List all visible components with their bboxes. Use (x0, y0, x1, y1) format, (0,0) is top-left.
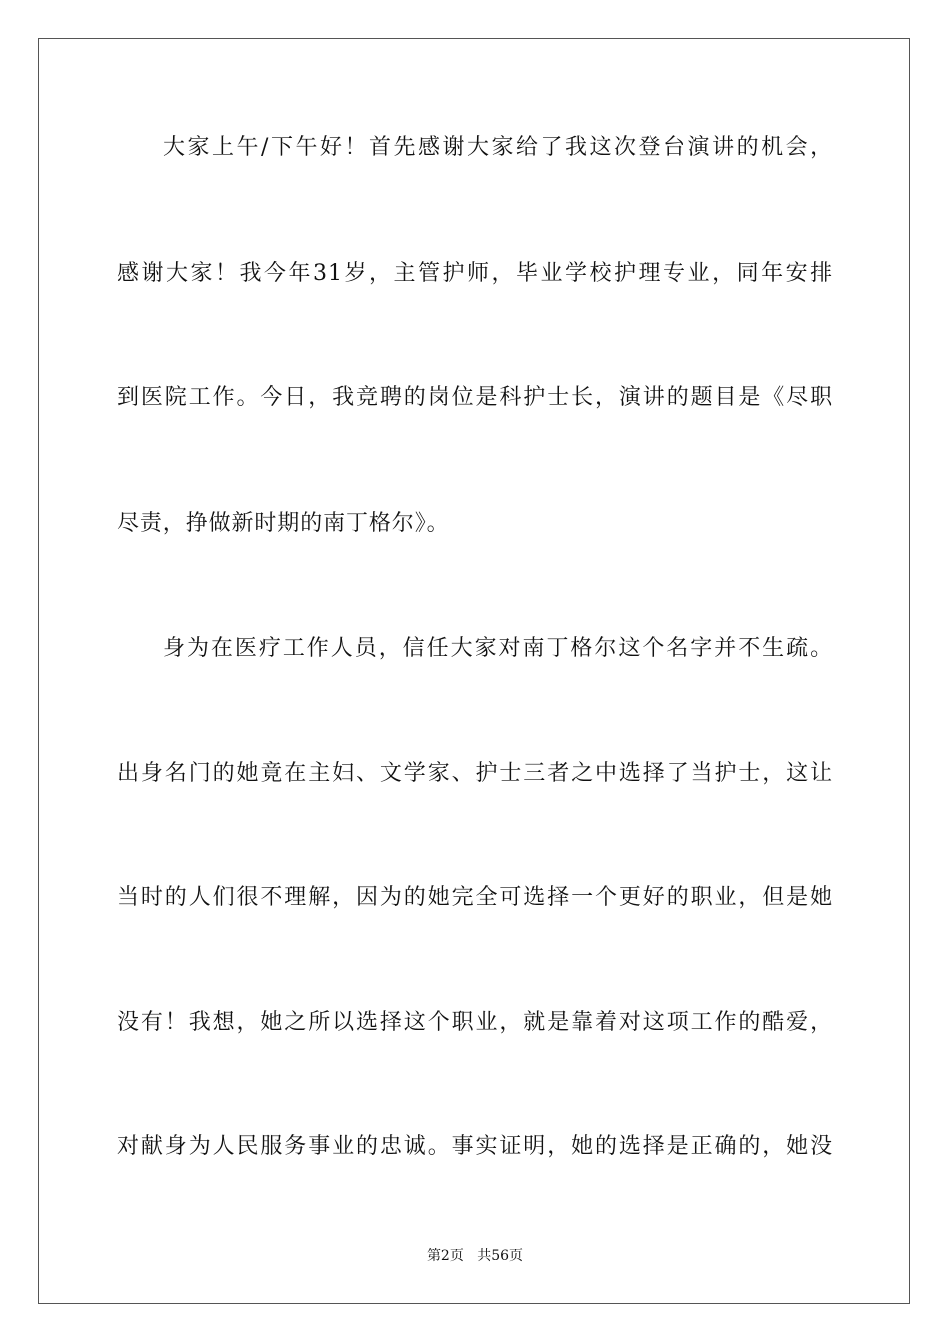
paragraph-2-line-5: 对献身为人民服务事业的忠诚。事实证明，她的选择是正确的，她没 (117, 1134, 833, 1159)
paragraph-1-line-3: 到医院工作。今日，我竞聘的岗位是科护士长，演讲的题目是《尽职 (117, 385, 833, 410)
paragraph-2-line-2: 出身名门的她竟在主妇、文学家、护士三者之中选择了当护士，这让 (117, 761, 833, 786)
paragraph-2-line-4: 没有！我想，她之所以选择这个职业，就是靠着对这项工作的酷爱， (117, 1010, 833, 1035)
page-number: 第2页 (426, 1248, 464, 1264)
paragraph-2-line-1: 身为在医疗工作人员，信任大家对南丁格尔这个名字并不生疏。 (163, 636, 833, 661)
paragraph-2-line-3: 当时的人们很不理解，因为的她完全可选择一个更好的职业，但是她 (117, 885, 833, 910)
paragraph-1-line-2: 感谢大家！我今年31岁，主管护师，毕业学校护理专业，同年安排 (117, 261, 833, 286)
paragraph-1-line-1: 大家上午/下午好！首先感谢大家给了我这次登台演讲的机会， (163, 135, 833, 160)
page-border (38, 38, 910, 1304)
page-total: 共56页 (477, 1248, 524, 1264)
page-footer (0, 1247, 950, 1265)
paragraph-1-line-4: 尽责，挣做新时期的南丁格尔》。 (117, 511, 450, 536)
